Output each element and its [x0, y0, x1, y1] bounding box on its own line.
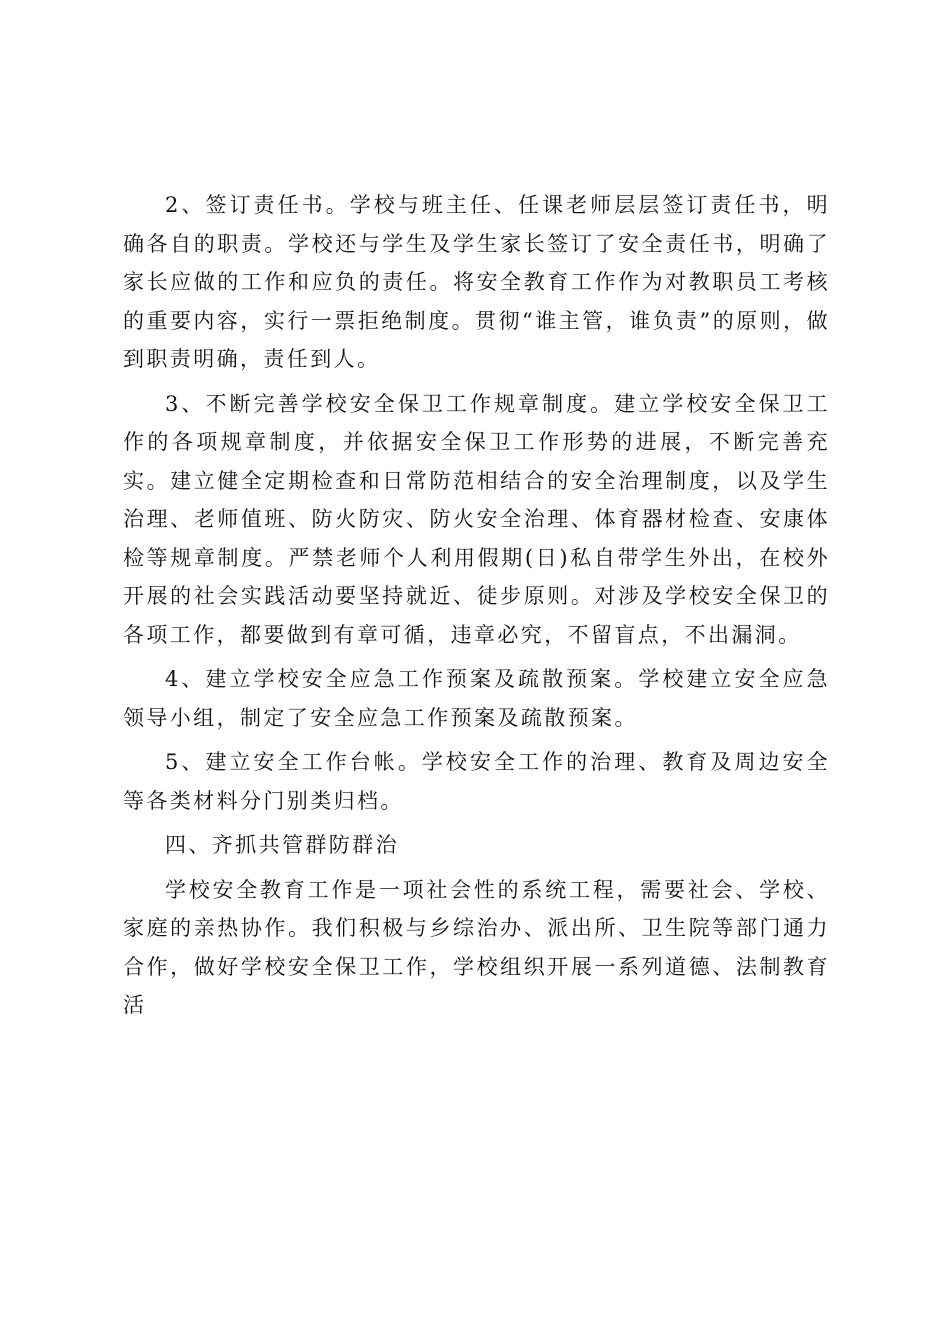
document-body [123, 186, 830, 1025]
paragraph-item-4-emergency-plan: 4、建立学校安全应急工作预案及疏散预案。学校建立安全应急领导小组，制定了安全应急工作预案及疏散预案。 [123, 667, 830, 730]
paragraph-item-2-responsibility: 2、签订责任书。学校与班主任、任课老师层层签订责任书，明确各自的职责。学校还与学生及学生家长签订了安全责任书，明确了家长应做的工作和应负的责任。将安全教育工作作为对教职员工考核的重要内容，实行一票拒绝制度。贯彻“谁主管，谁负责”的原则，做到职责明确，责任到人。 [123, 193, 830, 371]
paragraph-joint-management: 学校安全教育工作是一项社会性的系统工程，需要社会、学校、家庭的亲热协作。我们积极与乡综治办、派出所、卫生院等部门通力合作，做好学校安全保卫工作，学校组织开展一系列道德、法制教育活 [123, 877, 830, 1017]
paragraph-item-5-work-ledger: 5、建立安全工作台帐。学校安全工作的治理、教育及周边安全等各类材料分门别类归档。 [123, 750, 830, 813]
paragraph-item-3-regulations: 3、不断完善学校安全保卫工作规章制度。建立学校安全保卫工作的各项规章制度，并依据安全保卫工作形势的进展，不断完善充实。建立健全定期检查和日常防范相结合的安全治理制度，以及学生治理、老师值班、防火防灾、防火安全治理、体育器材检查、安康体检等规章制度。严禁老师个人利用假期(日)私自带学生外出，在校外开展的社会实践活动要坚持就近、徒步原则。对涉及学校安全保卫的各项工作，都要做到有章可循，违章必究，不留盲点，不出漏洞。 [123, 391, 830, 647]
section-heading-four: 四、齐抓共管群防群治 [165, 833, 399, 857]
